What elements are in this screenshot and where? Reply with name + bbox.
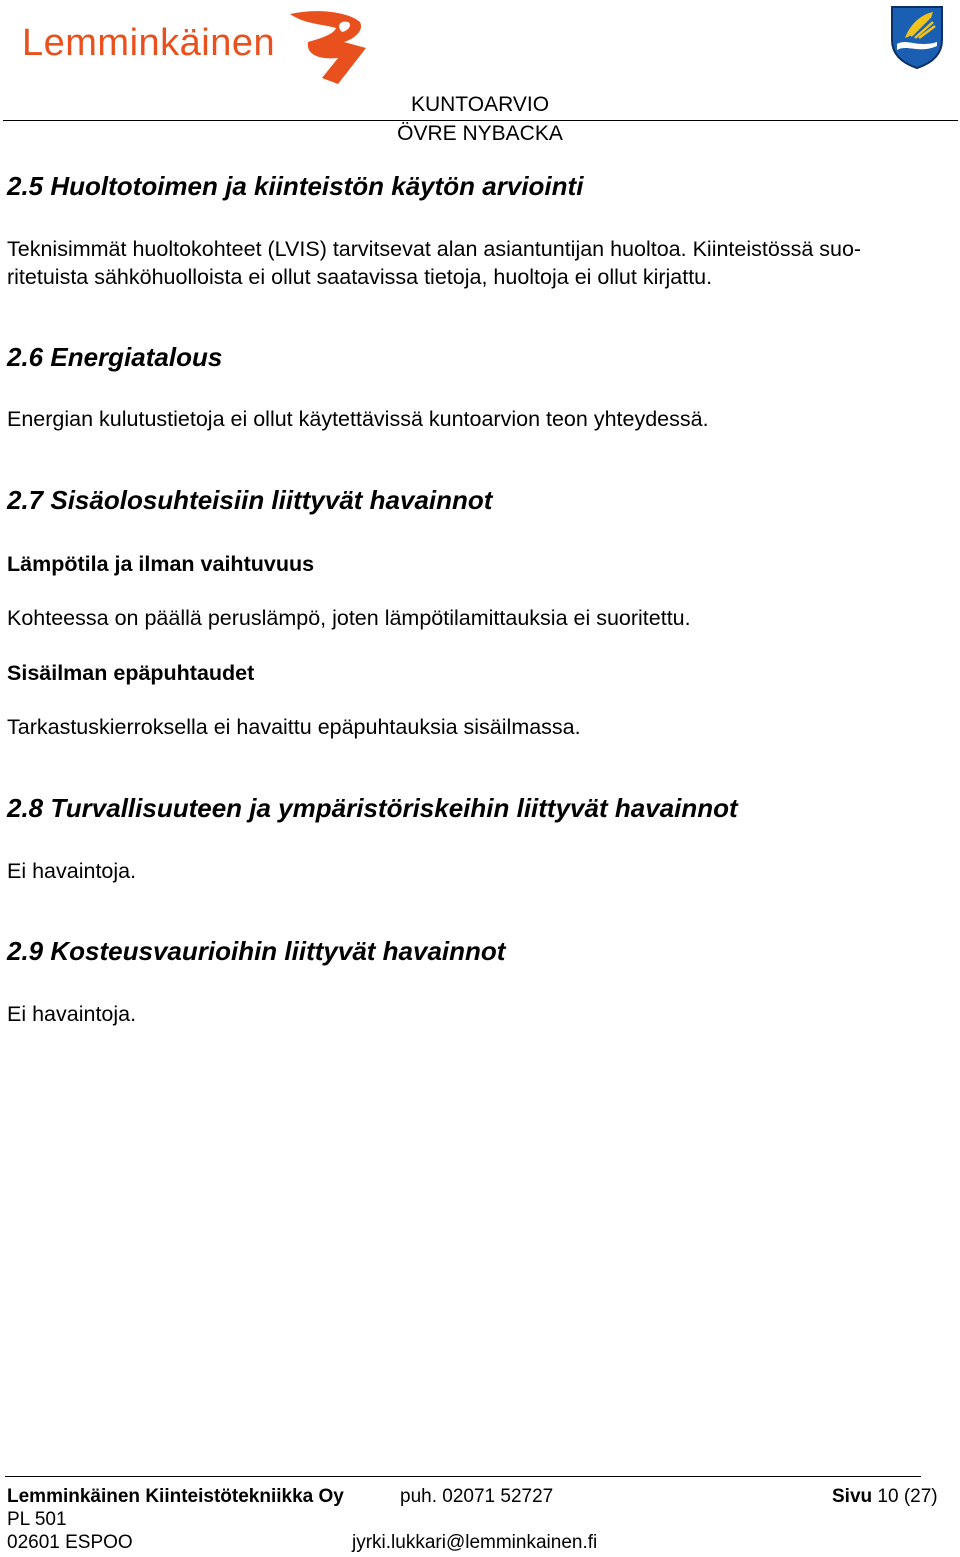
section-2-8-paragraph: Ei havaintoja. [7,859,137,883]
section-2-6-paragraph: Energian kulutustietoja ei ollut käytettävissä kuntoarvion teon yhteydessä. [7,407,709,431]
section-2-7-paragraph-1: Kohteessa on päällä peruslämpö, joten lämpötilamittauksia ei suoritettu. [7,606,691,630]
footer-phone: puh. 02071 52727 [400,1486,554,1507]
municipal-coat-of-arms-icon [889,4,945,70]
page-number: 10 [877,1486,899,1507]
section-heading-2-9: 2.9 Kosteusvaurioihin liittyvät havainnot [7,936,506,966]
section-2-5-paragraph-line-1: Teknisimmät huoltokohteet (LVIS) tarvitsevat alan asiantuntijan huoltoa. Kiinteistössä suo- [7,237,862,261]
section-heading-2-5: 2.5 Huoltotoimen ja kiinteistön käytön arviointi [7,171,584,201]
document-title: KUNTOARVIO [410,93,550,116]
section-heading-2-8: 2.8 Turvallisuuteen ja ympäristöriskeihin liittyvät havainnot [7,793,738,823]
footer-page-indicator [832,1485,938,1508]
logo-wordmark: Lemminkäinen [22,22,276,64]
page-total: (27) [903,1486,938,1507]
footer-company: Lemminkäinen Kiinteistötekniikka Oy [7,1486,344,1507]
logo-mark-icon [278,8,374,86]
footer-postal-address: 02601 ESPOO [7,1532,133,1553]
document-subtitle: ÖVRE NYBACKA [397,122,563,145]
footer-po-box: PL 501 [7,1509,67,1530]
page-label: Sivu [832,1486,873,1507]
company-logo [22,8,352,88]
subheading-indoor-air-impurities: Sisäilman epäpuhtaudet [7,661,255,685]
subheading-temperature-ventilation: Lämpötila ja ilman vaihtuvuus [7,552,315,576]
footer-divider [5,1476,921,1477]
footer-email-link[interactable]: jyrki.lukkari@lemminkainen.fi [352,1532,598,1553]
section-heading-2-6: 2.6 Energiatalous [7,342,223,372]
section-2-7-paragraph-2: Tarkastuskierroksella ei havaittu epäpuhtauksia sisäilmassa. [7,715,581,739]
section-2-5-paragraph-line-2: ritetuista sähköhuolloista ei ollut saatavissa tietoja, huoltoja ei ollut kirjattu. [7,265,713,289]
section-2-9-paragraph: Ei havaintoja. [7,1002,137,1026]
section-heading-2-7: 2.7 Sisäolosuhteisiin liittyvät havainnot [7,485,493,515]
